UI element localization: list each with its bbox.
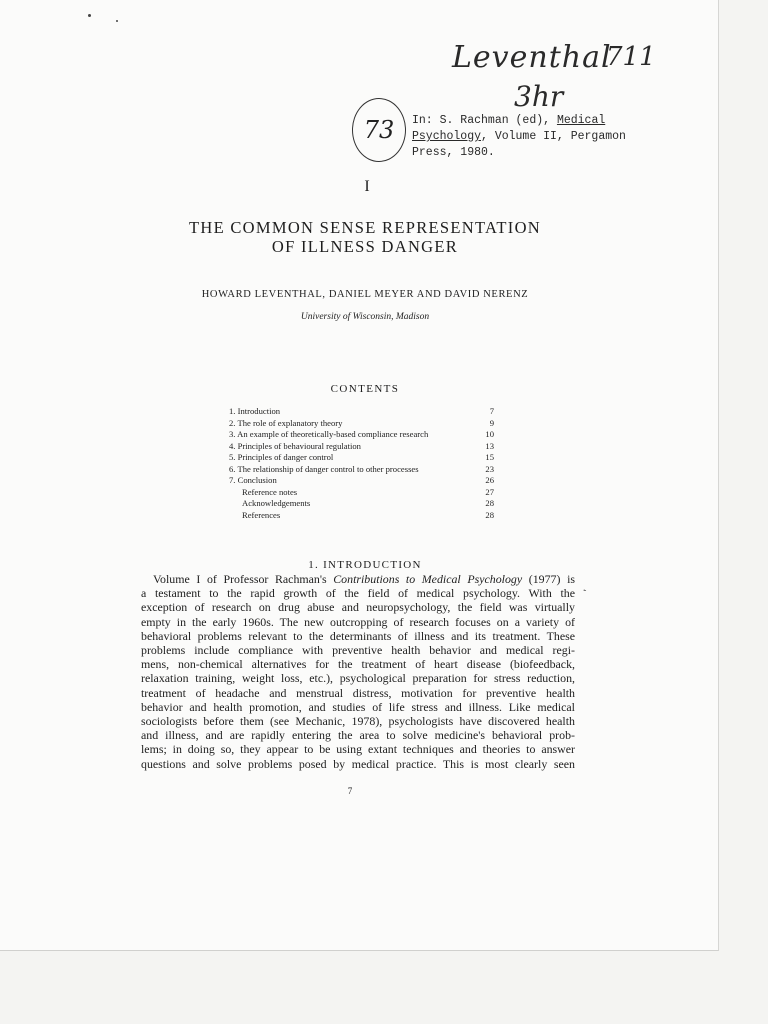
scan-speck — [116, 20, 118, 22]
toc-entry: 3. An example of theoretically-based compliance research 10 — [229, 429, 494, 439]
text-line: lems; in doing so, they appear to be using extant techniques and theories to answer — [141, 742, 575, 757]
chapter-title-line-2: OF ILLNESS DANGER — [271, 237, 459, 256]
citation-line-2 — [412, 129, 682, 145]
section-heading: 1. INTRODUCTION — [308, 559, 422, 571]
toc-entry: 2. The role of explanatory theory 9 — [229, 417, 494, 428]
handwritten-author-note: Leventhal — [452, 40, 612, 75]
contents-heading: CONTENTS — [330, 383, 400, 395]
toc-entry: 7. Conclusion 26 — [229, 475, 494, 485]
chapter-title — [140, 218, 590, 256]
text-line: and illness, and are rapidly entering the area to solve medicine's behavioral prob- — [141, 728, 575, 743]
text-line: treatment of headache and menstrual distress, motivation for preventive health — [141, 685, 575, 700]
circled-number: 73 — [352, 98, 406, 162]
handwritten-hours-note: 3hr — [514, 80, 564, 113]
toc-entry: 4. Principles of behavioural regulation 13 — [229, 440, 494, 451]
page-number: 7 — [347, 786, 353, 796]
citation-prefix: In: S. Rachman (ed), — [412, 114, 551, 127]
citation-line-1 — [412, 113, 682, 129]
toc-entry: 5. Principles of danger control 15 — [229, 452, 494, 462]
toc-entry: Reference notes 27 — [242, 486, 494, 497]
chapter-affiliation: University of Wisconsin, Madison — [300, 312, 430, 322]
text-line: empty in the early 1960s. The new outcropping of research focuses on a variety of — [141, 614, 575, 629]
introduction-paragraph — [141, 572, 575, 771]
toc-entry: 1. Introduction 7 — [229, 406, 494, 416]
citation-book-title-1: Medical — [556, 114, 606, 127]
text-line: sociologists before them (see Mechanic, 1978), psychologists have discovered health — [141, 714, 575, 729]
chapter-title-line-1: THE COMMON SENSE REPRESENTATION — [188, 218, 542, 237]
text-line: questions and solve problems posed by medical practice. This is most clearly seen — [141, 756, 575, 771]
citation-book-title-2: Psychology — [412, 130, 482, 143]
toc-entry: Acknowledgements 28 — [242, 498, 494, 508]
toc-entry: References 28 — [242, 509, 494, 520]
handwritten-code-note: 711 — [606, 42, 656, 72]
text-line: exception of research on drug abuse and neuropsychology, the field was virtually — [141, 600, 575, 615]
scan-speck — [88, 14, 91, 17]
text-line: relaxation training, weight loss, etc.), psychological preparation for stress reduction, — [141, 671, 575, 686]
toc-entry: 6. The relationship of danger control to other processes 23 — [229, 463, 494, 474]
table-of-contents — [229, 406, 494, 521]
citation-line-3: Press, 1980. — [412, 146, 495, 159]
text-line: problems include compliance with preventive health behavior and medical regi- — [141, 643, 575, 658]
text-line: behavior and health promotion, and studies of life stress and illness. Like medical — [141, 699, 575, 714]
text-line: mens, non-chemical alternatives for the treatment of heart disease (biofeedback, — [141, 657, 575, 672]
citation-rest-1: , Volume II, Pergamon — [481, 130, 626, 143]
chapter-number: I — [364, 178, 370, 195]
chapter-authors: HOWARD LEVENTHAL, DANIEL MEYER AND DAVID NERENZ — [201, 289, 529, 300]
margin-tick-mark: ˏ — [578, 577, 588, 593]
typed-citation — [412, 113, 682, 161]
text-line: a testament to the rapid growth of the field of medical psychology. With the — [141, 586, 575, 601]
text-line: Volume I of Professor Rachman's Contributions to Medical Psychology (1977) is — [153, 572, 575, 586]
text-line: behavioral problems relevant to the determinants of illness and its treatment. These — [141, 628, 575, 643]
